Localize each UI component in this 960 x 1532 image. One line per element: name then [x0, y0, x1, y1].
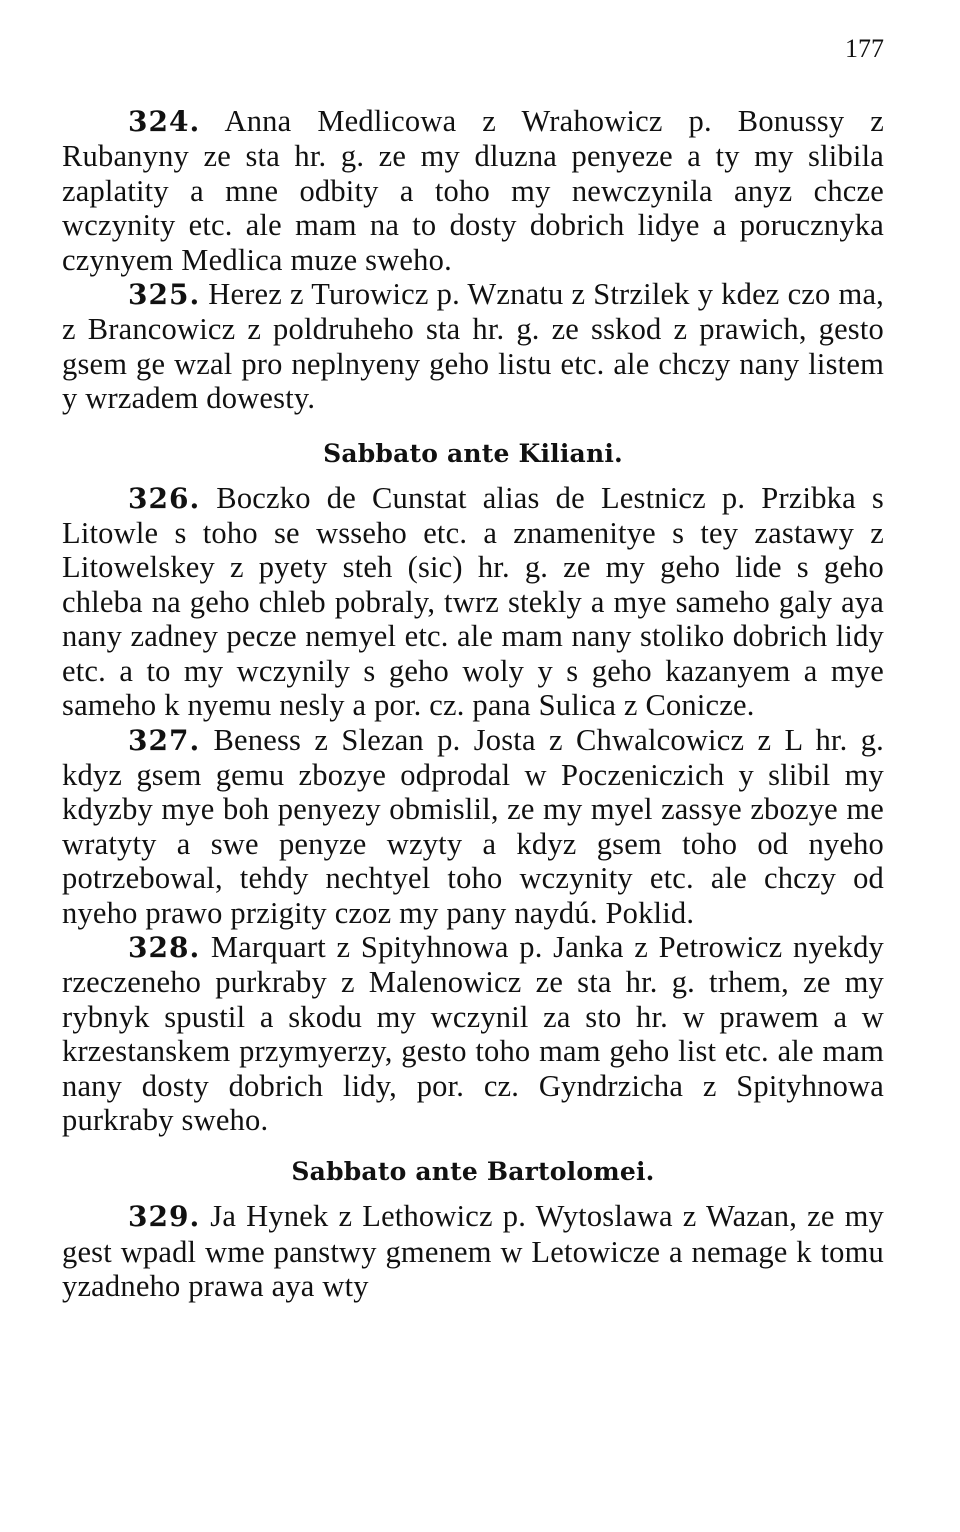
entry-number: 328. [128, 930, 201, 964]
entry-text: Ja Hynek z Lethowicz p. Wytoslawa z Wazan, ze my gest wpadl wme panstwy gmenem w Letowicze a nemage k tomu yzadneho prawa aya wty [62, 1199, 884, 1304]
entry-number: 326. [128, 481, 201, 515]
section-heading-kiliani: Sabbato ante Kiliani. [323, 438, 623, 468]
entry-number: 329. [128, 1200, 201, 1234]
section-heading-bartolomei: Sabbato ante Bartolomei. [291, 1157, 655, 1187]
entry-326 [62, 481, 884, 723]
entry-number: 325. [128, 278, 201, 312]
entry-text: Anna Medlicowa z Wrahowicz p. Bonussy z Rubanyny ze sta hr. g. ze my dluzna penyeze a ty my slibila zaplatity a mne odbity a toho my newczynila anyz chcze wczynity etc. ale mam na to dosty dobrich lidye a porucznyka czynyem Medlica muze sweho. [62, 104, 884, 277]
entry-325 [62, 277, 884, 416]
entry-text: Boczko de Cunstat alias de Lestnicz p. Przibka s Litowle s toho se wsseho etc. a znamenitye s tey zastawy z Litowelskey z pyety steh (sic) hr. g. ze my geho lide s geho chleba na geho chleb pobraly, twrz stekly a mye sameho galy aya nany zadney pecze nemyel etc. ale mam nany stoliko dobrich lidy etc. a to my wczynily s geho woly y s geho kazanyem a mye sameho k nyemu nesly a por. cz. pana Sulica z Conicze. [62, 480, 885, 723]
entry-number: 324. [128, 105, 201, 138]
entry-text: Marquart z Spityhnowa p. Janka z Petrowicz nyekdy rzeczeneho purkraby z Malenowicz ze sta hr. g. trhem, ze my rybnyk spustil a skodu my wczynil za sto hr. w prawem a w krzestanskem przymyerzy, gesto toho mam geho list etc. ale mam nany dosty dobrich lidy, por. cz. Gyndrzicha z Spityhnowa purkraby sweho. [62, 929, 884, 1137]
entry-329 [62, 1199, 884, 1303]
entry-number: 327. [128, 723, 201, 757]
entry-text: Herez z Turowicz p. Wznatu z Strzilek y kdez czo ma, z Brancowicz z poldruheho sta hr. g. ze sskod z prawich, gesto gsem ge wzal pro neplnyeny geho listu etc. ale chczy nany listem y wrzadem dowesty. [62, 277, 884, 416]
page-number: 177 [845, 34, 884, 63]
entry-324 [62, 104, 884, 277]
entry-327 [62, 723, 884, 930]
page-body [62, 104, 884, 1304]
entry-328 [62, 930, 884, 1137]
entry-text: Beness z Slezan p. Josta z Chwalcowicz z L hr. g. kdyz gsem gemu zbozye odprodal w Poczeniczich y slibil my kdyzby mye boh penyezy obmislil, ze my myel zassye zbozye me wratyty a swe penyze wzyty a kdyz gsem toho od nyeho potrzebowal, tehdy nechtyel toho wczynity etc. ale chczy od nyeho prawo przigity czoz my pany naydú. Poklid. [62, 722, 884, 930]
